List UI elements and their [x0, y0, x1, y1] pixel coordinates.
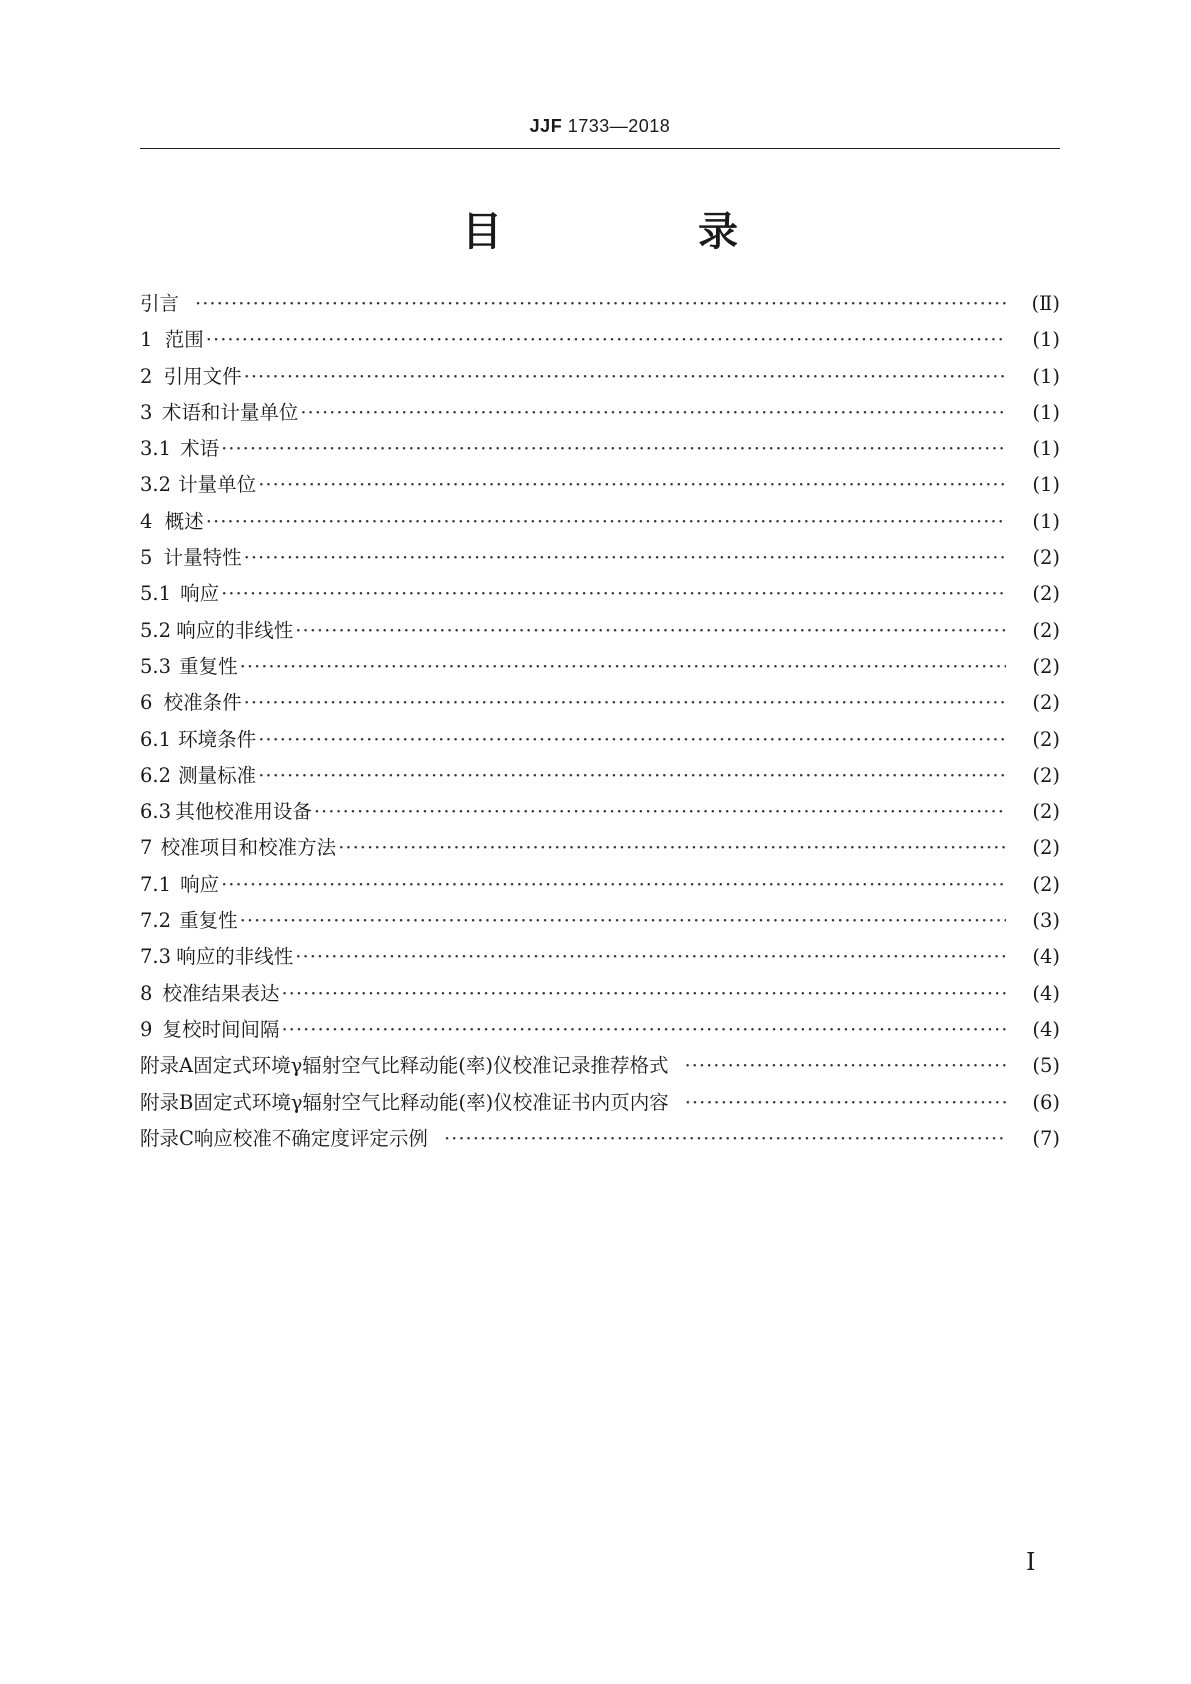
- toc-dot-leader: [300, 401, 1006, 424]
- toc-entry-label: 术语和计量单位: [161, 400, 299, 424]
- toc-dot-leader: [281, 1018, 1006, 1041]
- toc-entry-page: (Ⅱ): [1031, 292, 1060, 315]
- toc-entry-number: 3: [140, 400, 153, 424]
- toc-entry-label: 计量特性: [163, 546, 242, 570]
- toc-entry-label: 响应: [180, 872, 220, 896]
- toc-entry-page: (2): [1032, 872, 1060, 896]
- toc-dot-leader: [244, 691, 1006, 714]
- toc-entry-number: 附录B: [140, 1090, 194, 1114]
- toc-entry-label: 重复性: [179, 909, 238, 933]
- toc-entry-number: 1: [140, 328, 153, 352]
- toc-dot-leader: [206, 510, 1006, 533]
- toc-entry-5-2[interactable]: [140, 615, 1060, 651]
- toc-entry-label: 环境条件: [178, 727, 257, 751]
- toc-entry-page: (2): [1032, 546, 1060, 570]
- toc-entry-3[interactable]: [140, 397, 1060, 433]
- toc-entry-5-1[interactable]: [140, 578, 1060, 614]
- toc-entry-number: 5.2: [140, 618, 172, 642]
- toc-entry-number: 6.1: [140, 727, 172, 751]
- toc-entry-introduction[interactable]: [140, 288, 1060, 324]
- toc-entry-4[interactable]: [140, 506, 1060, 542]
- toc-entry-label: 引用文件: [163, 364, 242, 388]
- toc-entry-page: (2): [1032, 582, 1060, 606]
- toc-entry-3-2[interactable]: [140, 469, 1060, 505]
- toc-entry-page: (1): [1032, 437, 1060, 461]
- toc-entry-number: 5.3: [140, 654, 172, 678]
- toc-entry-label: 校准条件: [163, 691, 242, 715]
- toc-entry-label: 引言: [140, 292, 180, 315]
- toc-entry-page: (1): [1032, 509, 1060, 533]
- toc-entry-7-2[interactable]: [140, 905, 1060, 941]
- toc-entry-label: 其他校准用设备: [175, 800, 312, 824]
- toc-entry-6[interactable]: [140, 687, 1060, 723]
- standard-prefix: JJF: [529, 116, 563, 136]
- toc-entry-7-3[interactable]: [140, 941, 1060, 977]
- running-header: [140, 116, 1060, 137]
- toc-entry-label: 计量单位: [178, 473, 257, 497]
- toc-list: [140, 288, 1060, 1159]
- toc-entry-number: 2: [140, 364, 153, 388]
- toc-entry-page: (1): [1032, 473, 1060, 497]
- toc-dot-leader: [258, 473, 1006, 496]
- toc-entry-label: 响应的非线性: [176, 618, 294, 642]
- toc-entry-label: 响应校准不确定度评定示例: [193, 1126, 428, 1150]
- toc-entry-8[interactable]: [140, 978, 1060, 1014]
- toc-entry-page: (2): [1032, 727, 1060, 751]
- toc-dot-leader: [221, 873, 1006, 896]
- toc-entry-number: 附录A: [140, 1054, 194, 1078]
- toc-entry-number: 5: [140, 546, 153, 570]
- toc-entry-page: (4): [1032, 1017, 1060, 1041]
- toc-entry-page: (2): [1032, 654, 1060, 678]
- toc-dot-leader: [221, 582, 1006, 605]
- toc-entry-label: 术语: [180, 437, 220, 461]
- toc-entry-number: 5.1: [140, 582, 172, 606]
- header-rule: [140, 148, 1060, 149]
- toc-entry-label: 测量标准: [178, 763, 257, 787]
- toc-entry-number: 7.2: [140, 909, 172, 933]
- toc-dot-leader: [281, 982, 1006, 1005]
- toc-dot-leader: [338, 836, 1006, 859]
- page-number: Ⅰ: [1026, 1548, 1036, 1576]
- toc-dot-leader: [221, 437, 1006, 460]
- toc-entry-page: (2): [1032, 763, 1060, 787]
- toc-dot-leader: [206, 328, 1006, 351]
- toc-entry-appendix-a[interactable]: [140, 1050, 1060, 1086]
- toc-entry-label: 校准结果表达: [162, 981, 280, 1005]
- toc-entry-9[interactable]: [140, 1014, 1060, 1050]
- toc-entry-page: (1): [1032, 364, 1060, 388]
- toc-entry-label: 校准项目和校准方法: [160, 836, 337, 860]
- toc-dot-leader: [444, 1127, 1006, 1150]
- toc-entry-page: (2): [1032, 618, 1060, 642]
- toc-entry-appendix-c[interactable]: [140, 1123, 1060, 1159]
- toc-entry-page: (1): [1032, 328, 1060, 352]
- toc-entry-page: (4): [1032, 981, 1060, 1005]
- toc-entry-label: 响应的非线性: [176, 945, 294, 969]
- toc-dot-leader: [684, 1054, 1006, 1077]
- toc-entry-number: 6.2: [140, 763, 172, 787]
- toc-dot-leader: [240, 909, 1006, 932]
- toc-entry-page: (1): [1032, 400, 1060, 424]
- toc-dot-leader: [258, 764, 1006, 787]
- toc-entry-7[interactable]: [140, 832, 1060, 868]
- toc-entry-3-1[interactable]: [140, 433, 1060, 469]
- toc-entry-label: 复校时间间隔: [162, 1017, 280, 1041]
- toc-dot-leader: [195, 292, 1006, 315]
- toc-entry-number: 3.2: [140, 473, 172, 497]
- toc-entry-label: 固定式环境γ辐射空气比释动能(率)仪校准证书内页内容: [193, 1090, 669, 1114]
- toc-entry-page: (4): [1032, 945, 1060, 969]
- toc-entry-number: 7.3: [140, 945, 172, 969]
- toc-dot-leader: [295, 619, 1006, 642]
- toc-entry-appendix-b[interactable]: [140, 1087, 1060, 1123]
- toc-entry-6-3[interactable]: [140, 796, 1060, 832]
- toc-entry-5[interactable]: [140, 542, 1060, 578]
- toc-entry-page: (2): [1032, 691, 1060, 715]
- toc-entry-6-1[interactable]: [140, 724, 1060, 760]
- toc-entry-number: 8: [140, 981, 153, 1005]
- toc-entry-label: 响应: [180, 582, 220, 606]
- toc-entry-1[interactable]: [140, 324, 1060, 360]
- toc-dot-leader: [244, 365, 1006, 388]
- toc-dot-leader: [314, 800, 1006, 823]
- toc-entry-label: 重复性: [179, 654, 238, 678]
- toc-entry-page: (7): [1032, 1126, 1060, 1150]
- toc-title: 目 录: [462, 209, 816, 255]
- toc-entry-number: 6: [140, 691, 153, 715]
- toc-entry-number: 9: [140, 1017, 153, 1041]
- toc-entry-number: 7.1: [140, 872, 172, 896]
- toc-dot-leader: [244, 546, 1006, 569]
- toc-dot-leader: [295, 945, 1006, 968]
- toc-entry-number: 6.3: [140, 800, 172, 824]
- standard-number: 1733—2018: [567, 116, 671, 136]
- toc-dot-leader: [685, 1091, 1006, 1114]
- toc-entry-label: 概述: [164, 509, 204, 533]
- toc-dot-leader: [258, 728, 1006, 751]
- toc-entry-page: (2): [1032, 836, 1060, 860]
- toc-entry-number: 4: [140, 509, 153, 533]
- toc-entry-6-2[interactable]: [140, 760, 1060, 796]
- toc-entry-number: 3.1: [140, 437, 172, 461]
- toc-entry-2[interactable]: [140, 361, 1060, 397]
- toc-entry-5-3[interactable]: [140, 651, 1060, 687]
- toc-entry-label: 范围: [164, 328, 204, 352]
- toc-entry-number: 7: [140, 836, 153, 860]
- toc-entry-page: (5): [1032, 1054, 1060, 1078]
- toc-entry-page: (2): [1032, 800, 1060, 824]
- toc-entry-number: 附录C: [140, 1126, 194, 1150]
- toc-entry-label: 固定式环境γ辐射空气比释动能(率)仪校准记录推荐格式: [193, 1054, 669, 1078]
- toc-entry-7-1[interactable]: [140, 869, 1060, 905]
- toc-dot-leader: [240, 655, 1006, 678]
- toc-entry-page: (6): [1032, 1090, 1060, 1114]
- toc-entry-page: (3): [1032, 909, 1060, 933]
